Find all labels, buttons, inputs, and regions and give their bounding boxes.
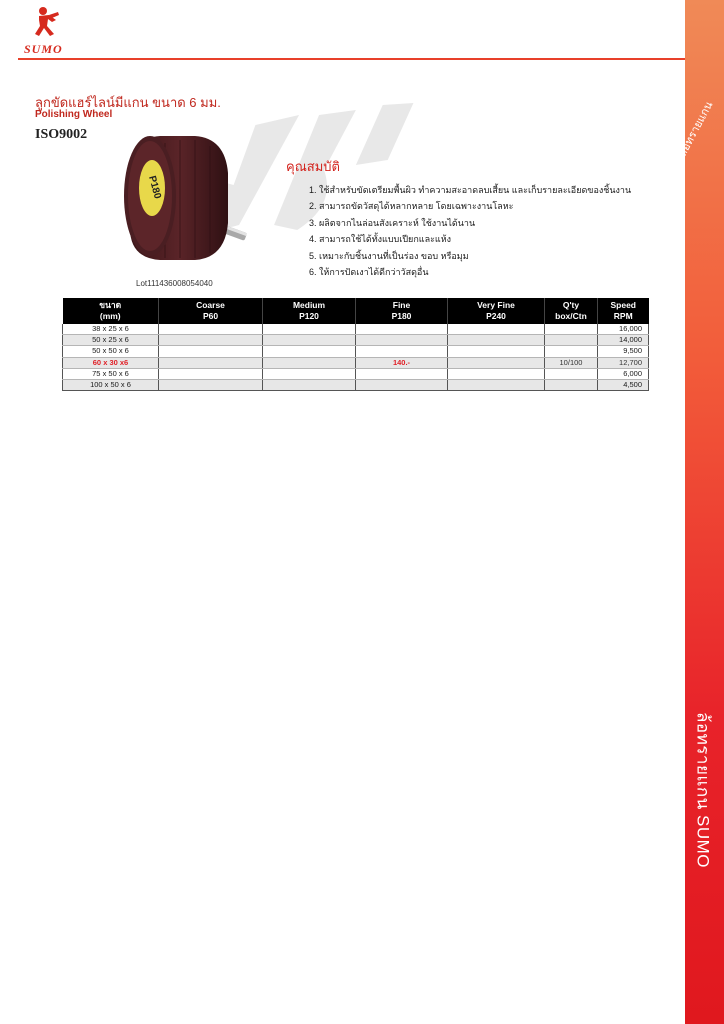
side-vertical-label: ล้อทรายแกน SUMO — [693, 711, 713, 869]
table-header-row — [63, 298, 649, 324]
cell-p180 — [356, 380, 448, 391]
features-list — [309, 182, 631, 280]
grit-label: P180 — [146, 174, 163, 201]
cell-p60 — [159, 357, 263, 368]
table-row — [63, 380, 649, 391]
cell-rpm: 6,000 — [598, 368, 649, 379]
logo-text: SUMO — [24, 42, 63, 56]
col-header-qty: Q'ty box/Ctn — [545, 298, 598, 324]
cell-rpm: 4,500 — [598, 380, 649, 391]
cell-p120 — [263, 380, 356, 391]
col-header-very-fine: Very Fine P240 — [448, 298, 545, 324]
spec-table — [62, 298, 649, 391]
cell-size: 100 x 50 x 6 — [63, 380, 159, 391]
cell-rpm: 12,700 — [598, 357, 649, 368]
cell-p120 — [263, 346, 356, 357]
feature-item: 1. ใช้สำหรับขัดเตรียมพื้นผิว ทำความสะอาดลบเสี้ยน และเก็บรายละเอียดของชิ้นงาน — [309, 185, 632, 195]
polishing-wheel-image — [110, 128, 270, 268]
cell-p180 — [356, 324, 448, 335]
feature-item: 3. ผลิตจากไนล่อนสังเคราะห์ ใช้งานได้นาน — [309, 217, 476, 228]
product-title-en: Polishing Wheel — [35, 109, 113, 120]
cell-qty: 10/100 — [545, 357, 598, 368]
cell-p120 — [263, 368, 356, 379]
cell-size: 50 x 25 x 6 — [63, 335, 159, 346]
cell-p240 — [448, 357, 545, 368]
cell-p120 — [263, 357, 356, 368]
cell-p180 — [356, 335, 448, 346]
cell-size: 60 x 30 x6 — [63, 357, 159, 368]
table-row-highlighted — [63, 357, 649, 368]
feature-item: 2. สามารถขัดวัสดุได้หลากหลาย โดยเฉพาะงานโลหะ — [309, 201, 514, 212]
col-header-coarse: Coarse P60 — [159, 298, 263, 324]
feature-item: 4. สามารถใช้ได้ทั้งแบบเปียกและแห้ง — [309, 234, 452, 245]
sumo-logo — [20, 6, 76, 54]
cell-size: 50 x 50 x 6 — [63, 346, 159, 357]
cell-size: 38 x 25 x 6 — [63, 324, 159, 335]
col-header-medium: Medium P120 — [263, 298, 356, 324]
cell-qty — [545, 380, 598, 391]
cell-p240 — [448, 346, 545, 357]
header-rule — [18, 58, 685, 60]
iso-badge: ISO9002 — [35, 127, 88, 142]
cell-p240 — [448, 380, 545, 391]
side-tab-label: ล้อทรายแกน — [676, 99, 716, 159]
table-row — [63, 324, 649, 335]
cell-p60 — [159, 380, 263, 391]
cell-p60 — [159, 368, 263, 379]
cell-p120 — [263, 324, 356, 335]
cell-p180 — [356, 368, 448, 379]
cell-p240 — [448, 368, 545, 379]
cell-rpm: 14,000 — [598, 335, 649, 346]
cell-size: 75 x 50 x 6 — [63, 368, 159, 379]
lot-number: Lot111436008054040 — [136, 279, 213, 288]
cell-p180: 140.- — [356, 357, 448, 368]
cell-qty — [545, 335, 598, 346]
table-row — [63, 368, 649, 379]
table-row — [63, 346, 649, 357]
cell-p60 — [159, 324, 263, 335]
cell-p180 — [356, 346, 448, 357]
cell-qty — [545, 368, 598, 379]
cell-p60 — [159, 335, 263, 346]
col-header-speed: Speed RPM — [598, 298, 649, 324]
table-row — [63, 335, 649, 346]
cell-qty — [545, 346, 598, 357]
cell-p240 — [448, 335, 545, 346]
cell-p120 — [263, 335, 356, 346]
col-header-size: ขนาด (mm) — [63, 298, 159, 324]
cell-p240 — [448, 324, 545, 335]
cell-p60 — [159, 346, 263, 357]
cell-rpm: 16,000 — [598, 324, 649, 335]
col-header-fine: Fine P180 — [356, 298, 448, 324]
features-heading: คุณสมบัติ — [286, 159, 340, 174]
product-title-th: ลูกขัดแฮร์ไลน์มีแกน ขนาด 6 มม. — [35, 95, 221, 110]
sumo-wrestler-icon — [34, 6, 60, 40]
feature-item: 6. ให้การปัดเงาได้ดีกว่าวัสดุอื่น — [309, 267, 429, 278]
feature-item: 5. เหมาะกับชิ้นงานที่เป็นร่อง ขอบ หรือมุม — [309, 250, 469, 261]
cell-rpm: 9,500 — [598, 346, 649, 357]
cell-qty — [545, 324, 598, 335]
